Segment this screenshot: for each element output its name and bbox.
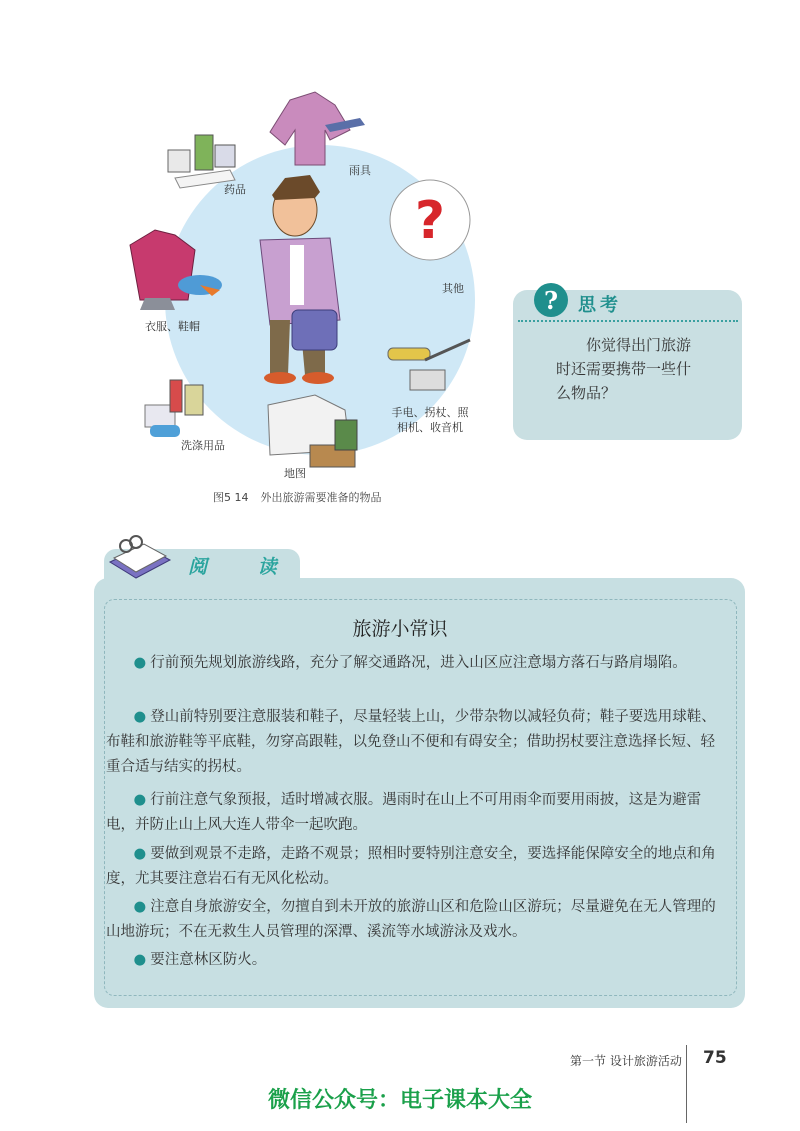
think-line: 你觉得出门旅游 [586, 336, 692, 354]
equipment-label: 手电、拐杖、照相机、收音机 [391, 406, 469, 434]
clothes-label: 衣服、鞋帽 [145, 320, 200, 333]
toiletries-label: 洗涤用品 [181, 439, 225, 452]
other-label: 其他 [442, 282, 464, 295]
map-label: 地图 [284, 467, 306, 480]
divider [518, 320, 738, 322]
tip-paragraph: ● 要注意林区防火。 [133, 952, 267, 968]
tip-paragraph: ● 行前注意气象预报，适时增减衣服。遇雨时在山上不可用雨伞而要用雨披，这是为避雷电，并防止山上风大连人带伞一起吹跑。 [106, 792, 702, 833]
question-mark-icon: ? [534, 283, 568, 317]
think-line: 时还需要携带一些什 [556, 360, 692, 378]
notepad-icon [104, 532, 174, 582]
question-mark-icon [390, 180, 470, 260]
think-line: 么物品？ [556, 384, 617, 402]
toiletries-icon [145, 380, 203, 437]
rain-gear-label: 雨具 [349, 164, 371, 177]
tip-paragraph: ● 登山前特别要注意服装和鞋子，尽量轻装上山，少带杂物以减轻负荷；鞋子要选用球鞋、布鞋和旅游鞋等平底鞋，勿穿高跟鞋，以免登山不便和有碍安全；借助拐杖要注意选择长短、轻重合适与结实的拐杖。 [106, 709, 716, 775]
svg-text:?: ? [414, 191, 446, 251]
reading-heading: 旅游小常识 [352, 618, 448, 640]
tip-paragraph: ● 行前预先规划旅游线路，充分了解交通路况，进入山区应注意塌方落石与路肩塌陷。 [133, 655, 687, 671]
medicine-label: 药品 [224, 183, 246, 196]
tip-paragraph: ● 注意自身旅游安全，勿擅自到未开放的旅游山区和危险山区游玩；尽量避免在无人管理的山地游玩；不在无救生人员管理的深潭、溪流等水域游泳及戏水。 [106, 899, 716, 940]
think-question [556, 333, 726, 405]
page-number: 75 [703, 1048, 727, 1068]
reading-tab-title: 阅 读 [188, 556, 299, 578]
tip-paragraph: ● 要做到观景不走路，走路不观景；照相时要特别注意安全，要选择能保障安全的地点和角度，尤其要注意岩石有无风化松动。 [106, 846, 716, 887]
watermark: 微信公众号：电子课本大全 [267, 1088, 532, 1113]
figure-caption-text: 外出旅游需要准备的物品 [260, 491, 382, 504]
section-title: 第一节 设计旅游活动 [570, 1054, 682, 1068]
figure-caption [213, 489, 382, 505]
figure-number: 图5 14 [213, 491, 249, 504]
think-title: 思考 [578, 295, 622, 316]
